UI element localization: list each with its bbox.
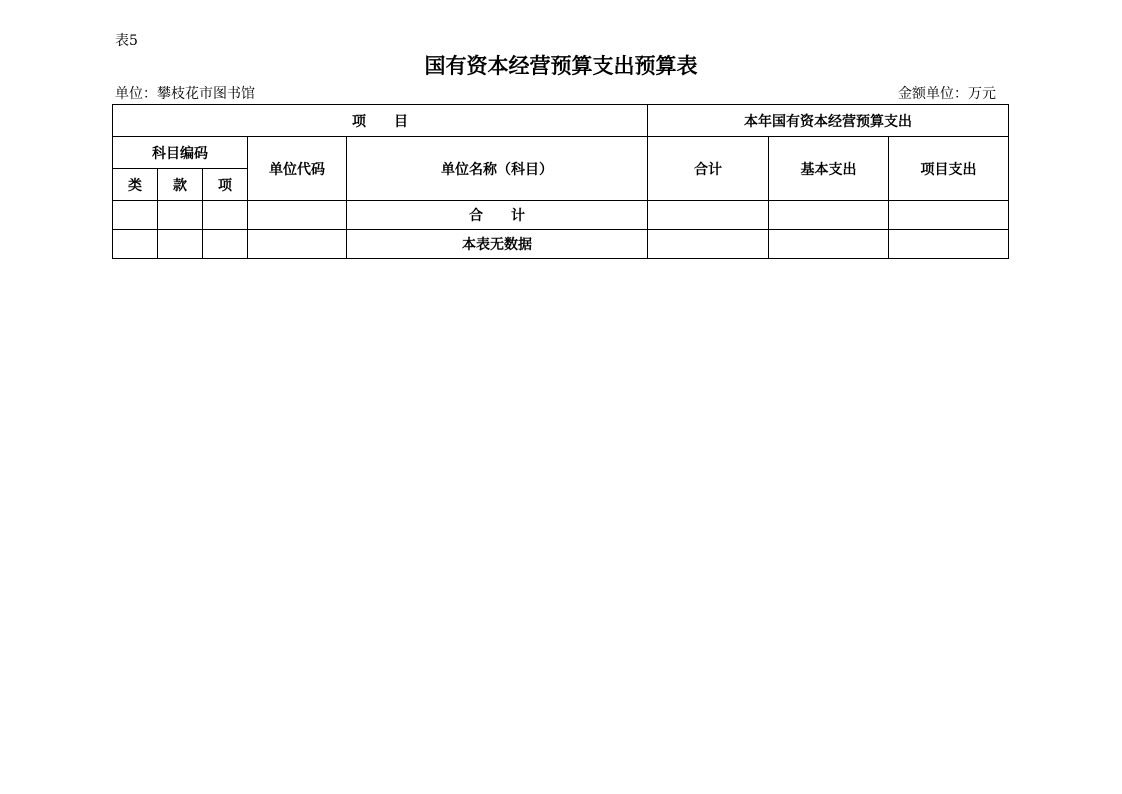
header-row-1 <box>113 105 1009 137</box>
amount-unit: 金额单位：万元 <box>898 86 996 102</box>
table-cell <box>203 201 248 230</box>
table-cell <box>158 230 203 259</box>
header-project: 项 目 <box>113 105 648 137</box>
header-expense-group: 本年国有资本经营预算支出 <box>648 105 1009 137</box>
header-subject-code: 科目编码 <box>113 137 248 169</box>
header-basic-expense: 基本支出 <box>769 137 889 201</box>
table-cell <box>158 201 203 230</box>
organization-unit: 单位：攀枝花市图书馆 <box>115 86 255 102</box>
page-title: 国有资本经营预算支出预算表 <box>424 54 698 78</box>
table-cell <box>769 230 889 259</box>
table-cell <box>648 230 769 259</box>
header-item: 项 <box>203 169 248 201</box>
header-row-2 <box>113 137 1009 169</box>
total-row-label: 合 计 <box>347 201 648 230</box>
budget-table <box>112 104 1009 259</box>
header-project-expense: 项目支出 <box>889 137 1009 201</box>
total-row <box>113 201 1009 230</box>
header-class: 类 <box>113 169 158 201</box>
table-cell <box>648 201 769 230</box>
table-cell <box>248 230 347 259</box>
no-data-row <box>113 230 1009 259</box>
header-unit-code: 单位代码 <box>248 137 347 201</box>
table-cell <box>113 201 158 230</box>
no-data-label: 本表无数据 <box>347 230 648 259</box>
table-cell <box>769 201 889 230</box>
header-total: 合计 <box>648 137 769 201</box>
table-cell <box>889 201 1009 230</box>
table-cell <box>889 230 1009 259</box>
table-number: 表5 <box>115 33 138 49</box>
header-unit-name: 单位名称（科目） <box>347 137 648 201</box>
table-cell <box>203 230 248 259</box>
table-cell <box>113 230 158 259</box>
table-cell <box>248 201 347 230</box>
header-section: 款 <box>158 169 203 201</box>
